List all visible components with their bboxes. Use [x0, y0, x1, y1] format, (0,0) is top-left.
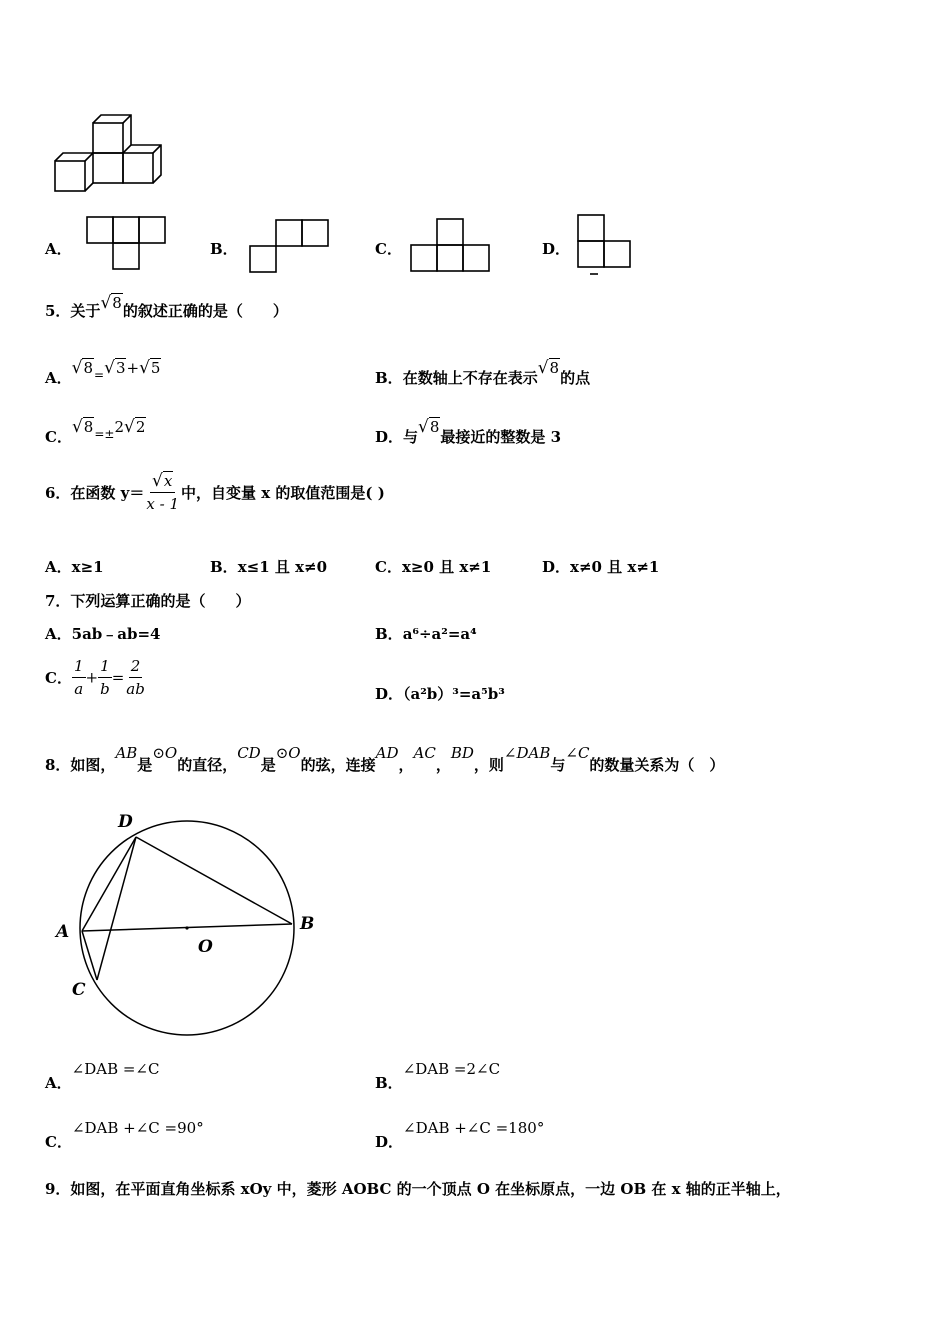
- q5-d-r: 8: [429, 418, 440, 436]
- q8-d-label: D．: [375, 1133, 404, 1151]
- q8-ac: AC: [413, 744, 436, 762]
- q8-c-expr: ∠DAB +∠C =90°: [71, 1119, 204, 1137]
- q7-c-label: C．: [45, 669, 72, 687]
- q6-option-b: B．x≤1 且 x≠0: [210, 558, 328, 576]
- q8-b-label: B．: [375, 1074, 403, 1092]
- q5-a-eq: =: [94, 368, 105, 382]
- q5-b-r: 8: [549, 359, 560, 377]
- q5-option-b: B．在数轴上不存在表示√8的点: [375, 358, 591, 387]
- question-6-stem: [45, 470, 385, 515]
- q8-option-d: [375, 1117, 545, 1151]
- q7-option-c: [45, 655, 147, 700]
- question-7-stem: 7．下列运算正确的是（ ）: [45, 592, 251, 610]
- q7-c-n1: 1: [72, 655, 86, 678]
- circle-figure: [50, 805, 330, 1045]
- point-d-label: D: [118, 812, 133, 832]
- q5-a-label: A．: [45, 369, 72, 387]
- q8-d-expr: ∠DAB +∠C =180°: [403, 1119, 545, 1137]
- q8-b-expr: ∠DAB =2∠C: [402, 1060, 501, 1078]
- q8-option-a: [45, 1058, 160, 1092]
- q6-option-c: C．x≥0 且 x≠1: [375, 558, 492, 576]
- q6-numerator: x: [163, 472, 173, 490]
- q5-option-c: C．$√8_{=\pm}2√2$: [45, 417, 146, 446]
- q7-option-b: B．a⁶÷a²=a⁴: [375, 625, 477, 643]
- q5-a-plus: +: [126, 359, 140, 377]
- q5-c-eq: =±: [94, 427, 115, 441]
- q6-a-text: x≥1: [71, 558, 104, 576]
- point-o-label: O: [198, 937, 213, 957]
- q8-angle-dab: ∠DAB: [503, 744, 551, 762]
- q8-ad: AD: [375, 744, 399, 762]
- option-d-view: [576, 213, 636, 277]
- q5-a-r1: 8: [83, 359, 94, 377]
- q7-c-d2: b: [100, 680, 110, 698]
- option-b-label: B．: [210, 240, 238, 258]
- q7-option-d: D．（a²b）³=a⁵b³: [375, 685, 505, 703]
- point-a-label: A: [56, 922, 70, 942]
- q6-denominator: x - 1: [146, 495, 179, 513]
- option-a-view: [85, 215, 167, 273]
- q6-c-text: x≥0 且 x≠1: [401, 558, 492, 576]
- q6-text-pre: 6．在函数 y＝: [45, 484, 145, 502]
- q6-fraction: $\frac{√x}{x - 1}$: [146, 471, 179, 513]
- q8-a-label: A．: [45, 1074, 72, 1092]
- q5-c-r1: 8: [83, 418, 94, 436]
- q8-bd: BD: [450, 744, 474, 762]
- q5-d-post: 最接近的整数是 3: [440, 428, 562, 446]
- option-a-label: A．: [45, 240, 72, 258]
- q8-angle-c: ∠C: [565, 744, 590, 762]
- q7-c-d1: a: [74, 680, 84, 698]
- q8-c-label: C．: [45, 1133, 72, 1151]
- question-5-stem: [45, 293, 288, 321]
- q7-b-text: a⁶÷a²=a⁴: [402, 625, 477, 643]
- q5-d-label: D．: [375, 428, 404, 446]
- point-c-label: C: [72, 980, 86, 1000]
- q6-d-text: x≠0 且 x≠1: [570, 558, 660, 576]
- q7-d-text: （a²b）³=a⁵b³: [403, 685, 505, 703]
- q5-b-post: 的点: [560, 369, 591, 387]
- q7-c-d3: ab: [126, 680, 145, 698]
- q5-b-label: B．: [375, 369, 403, 387]
- q8-circle-o1: ⊙O: [152, 744, 178, 762]
- option-c-label: C．: [375, 240, 402, 258]
- q6-text-post: 中，自变量 x 的取值范围是( ): [181, 484, 385, 502]
- sqrt8-expression: √8: [100, 293, 122, 313]
- q8-cd: CD: [237, 744, 261, 762]
- q5-c-coef: 2: [114, 418, 124, 436]
- q7-c-n2: 1: [98, 655, 112, 678]
- q5-radicand: 8: [112, 294, 122, 312]
- q8-option-c: [45, 1117, 204, 1151]
- cube-stack-figure: [45, 105, 175, 200]
- q5-c-r2: 2: [135, 418, 146, 436]
- question-9-stem: 9．如图，在平面直角坐标系 xOy 中，菱形 AOBC 的一个顶点 O 在坐标原点，一边 OB 在 x 轴的正半轴上，: [45, 1180, 791, 1198]
- q8-circle-o2: ⊙O: [275, 744, 301, 762]
- q5-option-a: A．$√8_=√3+√5$: [45, 358, 161, 387]
- q7-c-eq: =: [111, 668, 125, 687]
- q6-option-a: A．x≥1: [45, 558, 104, 576]
- option-d-label: D．: [542, 240, 571, 258]
- q5-d-pre: 与: [403, 428, 419, 446]
- question-8-stem: 8．如图，AB是⊙O的直径，CD是⊙O的弦，连接AD，AC，BD，则∠DAB与∠C的数量关系为（ ）: [45, 744, 725, 774]
- q8-a-expr: ∠DAB =∠C: [71, 1060, 160, 1078]
- q5-a-r3: 5: [150, 359, 161, 377]
- option-c-view: [408, 217, 493, 275]
- q8-option-b: [375, 1058, 501, 1092]
- q7-c-plus: +: [85, 668, 99, 687]
- q5-b-text: 在数轴上不存在表示: [402, 369, 538, 387]
- q6-option-d: D．x≠0 且 x≠1: [542, 558, 660, 576]
- q5-text-post: 的叙述正确的是（ ）: [122, 302, 288, 320]
- q6-b-text: x≤1 且 x≠0: [237, 558, 328, 576]
- q7-a-text: 5ab﹣ab=4: [71, 625, 161, 643]
- point-b-label: B: [300, 914, 315, 934]
- q5-a-r2: 3: [115, 359, 126, 377]
- q8-ab: AB: [115, 744, 138, 762]
- q5-text-pre: 5．关于: [45, 302, 101, 320]
- option-b-view: [248, 218, 333, 274]
- q7-option-a: A．5ab﹣ab=4: [45, 625, 161, 643]
- q5-option-d: D．与√8最接近的整数是 3: [375, 417, 562, 446]
- q7-c-n3: 2: [129, 655, 143, 678]
- q5-c-label: C．: [45, 428, 72, 446]
